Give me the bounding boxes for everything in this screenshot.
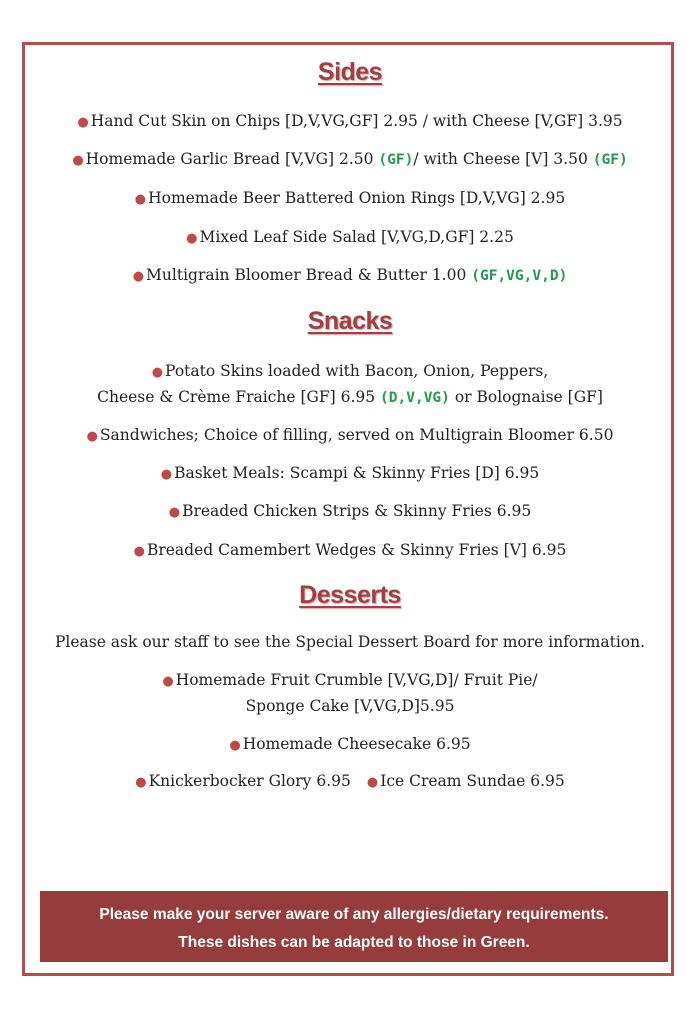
- diet-option: (GF,VG,V,D): [471, 268, 568, 284]
- gf-option: (GF): [378, 152, 414, 168]
- bullet-icon: ●: [160, 467, 173, 482]
- bullet-icon: ●: [135, 775, 147, 790]
- bullet-icon: ●: [72, 153, 84, 168]
- desserts-heading: Desserts: [299, 581, 401, 609]
- allergy-banner-line2: These dishes can be adapted to those in Green.: [178, 934, 530, 951]
- menu-item: ● Homemade Cheesecake 6.95: [229, 735, 471, 753]
- allergy-banner: [40, 891, 668, 962]
- bullet-icon: ●: [133, 544, 145, 559]
- menu-item: ● Multigrain Bloomer Bread & Butter 1.00 (GF,VG,V,D): [132, 266, 568, 284]
- menu-item-pair: ● Knickerbocker Glory 6.95 ● Ice Cream Sundae 6.95: [135, 772, 565, 790]
- menu-item: ● Homemade Fruit Crumble [V,VG,D]/ Fruit Pie/: [162, 671, 538, 689]
- bullet-icon: ●: [134, 192, 147, 207]
- menu-item: ● Homemade Garlic Bread [V,VG] 2.50 (GF)/ with Cheese [V] 3.50 (GF): [72, 150, 628, 168]
- bullet-icon: ●: [86, 429, 98, 444]
- bullet-icon: ●: [366, 775, 379, 790]
- menu-item: ● Hand Cut Skin on Chips [D,V,VG,GF] 2.95 / with Cheese [V,GF] 3.95: [77, 112, 623, 130]
- bullet-icon: ●: [168, 505, 181, 520]
- bullet-icon: ●: [229, 738, 241, 753]
- bullet-icon: ●: [162, 674, 174, 689]
- menu-item: ● Sandwiches; Choice of filling, served on Multigrain Bloomer 6.50: [86, 426, 614, 444]
- bullet-icon: ●: [186, 231, 198, 246]
- diet-option: (D,V,VG): [380, 390, 450, 406]
- bullet-icon: ●: [151, 365, 164, 380]
- bullet-icon: ●: [77, 115, 89, 130]
- menu-item: ● Breaded Camembert Wedges & Skinny Fries [V] 6.95: [133, 541, 567, 559]
- gf-option: (GF): [592, 152, 628, 168]
- allergy-banner-line1: Please make your server aware of any allergies/dietary requirements.: [99, 906, 609, 923]
- menu-item: ● Breaded Chicken Strips & Skinny Fries 6.95: [168, 502, 532, 520]
- menu-item-continued: Cheese & Crème Fraiche [GF] 6.95 (D,V,VG) or Bolognaise [GF]: [97, 388, 603, 406]
- bullet-icon: ●: [132, 269, 145, 284]
- desserts-note: Please ask our staff to see the Special Dessert Board for more information.: [54, 633, 646, 651]
- sides-heading: Sides: [317, 58, 383, 86]
- menu-item: ● Mixed Leaf Side Salad [V,VG,D,GF] 2.25: [186, 228, 514, 246]
- menu-item: ● Basket Meals: Scampi & Skinny Fries [D] 6.95: [160, 464, 540, 482]
- menu-item: ● Homemade Beer Battered Onion Rings [D,V,VG] 2.95: [134, 189, 566, 207]
- menu-item: ● Potato Skins loaded with Bacon, Onion, Peppers,: [151, 362, 549, 380]
- snacks-heading: Snacks: [307, 307, 393, 335]
- menu-item-continued: Sponge Cake [V,VG,D]5.95: [245, 697, 455, 715]
